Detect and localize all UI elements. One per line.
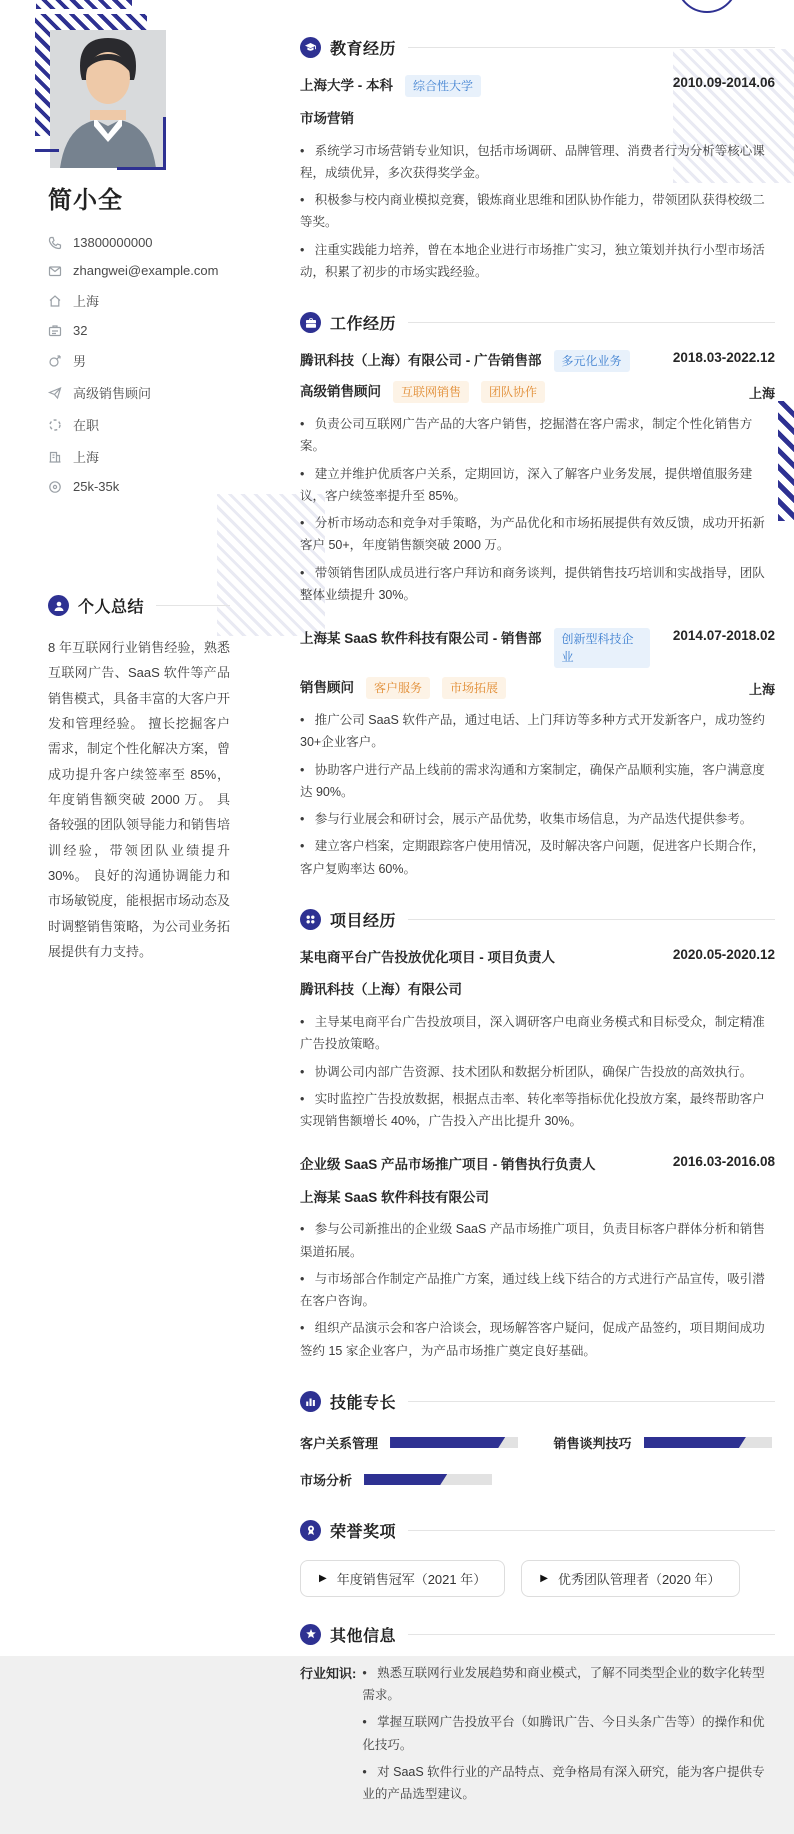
phone-icon [48,236,62,250]
bullet-item: • 实时监控广告投放数据，根据点击率、转化率等指标优化投放方案，最终帮助客户实现销售额增长 40%，广告投入产出比提升 30%。 [300,1088,775,1133]
play-triangle-icon: ▶ [319,1572,327,1584]
contact-gender [48,351,230,370]
other-info-header [300,1623,775,1646]
project-date: 2016.03-2016.08 [672,1154,775,1170]
honor-badge [521,1560,739,1597]
work-date: 2018.03-2022.12 [672,350,775,366]
bullet-item: • 积极参与校内商业模拟竞赛，锻炼商业思维和团队协作能力，带领团队获得校级二等奖。 [300,189,775,234]
section-title: 工作经历 [330,316,397,334]
education-section [300,36,775,283]
section-divider [408,1401,775,1402]
skill-label: 市场分析 [300,1472,353,1488]
other-info-bullets [362,1662,775,1811]
contact-email [48,263,230,278]
skill-bar-fill [390,1437,505,1448]
skill-item [300,1433,522,1452]
bullet-item: • 分析市场动态和竞争对手策略，为产品优化和市场拓展提供有效反馈，成功开拓新客户 50+，年度销售额突破 2000 万。 [300,512,775,557]
section-divider [408,919,775,920]
skills-header [300,1390,775,1413]
skills-section [300,1390,775,1489]
bullet-item: • 掌握互联网广告投放平台（如腾讯广告、今日头条广告等）的操作和优化技巧。 [362,1711,775,1756]
honor-label: 优秀团队管理者（2020 年） [557,1571,721,1587]
company-tag: 多元化业务 [554,350,630,372]
work-header [300,311,775,334]
section-title: 其他信息 [330,1627,397,1645]
bullet-item: • 组织产品演示会和客户洽谈会，现场解答客户疑问，促成产品签约，项目期间成功签约 15 家企业客户，为产品市场推广奠定良好基础。 [300,1317,775,1362]
bullet-item: • 熟悉互联网行业发展趋势和商业模式，了解不同类型企业的数字化转型需求。 [362,1662,775,1707]
contact-home [48,291,230,310]
section-title: 荣誉奖项 [330,1523,397,1541]
bullet-item: • 系统学习市场营销专业知识，包括市场调研、品牌管理、消费者行为分析等核心课程，成绩优异，多次获得奖学金。 [300,140,775,185]
skill-list [300,1433,775,1489]
skill-label: 销售谈判技巧 [553,1435,632,1451]
major-name: 市场营销 [300,111,354,126]
contact-value: 上海 [73,294,100,309]
summary-section [48,594,230,964]
skill-bar [644,1437,772,1448]
play-triangle-icon: ▶ [540,1572,548,1584]
project-entry [300,947,775,1132]
company-tag: 创新型科技企业 [554,628,650,668]
top-left-stripe-decoration [36,0,132,9]
honor-label: 年度销售冠军（2021 年） [336,1571,487,1587]
education-date: 2010.09-2014.06 [672,75,775,90]
school-name: 上海大学 - 本科 [300,78,393,93]
bullet-item: • 参与公司新推出的企业级 SaaS 产品市场推广项目，负责目标客户群体分析和销售渠道拓展。 [300,1218,775,1263]
project-name: 某电商平台广告投放优化项目 - 项目负责人 [300,949,555,965]
medal-icon [300,1520,321,1541]
section-divider [408,1530,775,1531]
contact-phone [48,235,230,250]
top-right-circle-decoration [676,0,738,13]
contact-list [48,235,230,494]
project-section [300,908,775,1362]
project-header [300,908,775,931]
contact-value: 在职 [73,418,100,433]
bullet-item: • 负责公司互联网广告产品的大客户销售，挖掘潜在客户需求，制定个性化销售方案。 [300,413,775,458]
education-header [300,36,775,59]
bullet-item: • 协助客户进行产品上线前的需求沟通和方案制定，确保产品顺利实施，客户满意度达 90%。 [300,759,775,804]
photo-bracket-decoration [117,117,166,170]
skill-bar-fill [364,1474,447,1485]
bullet-item: • 带领销售团队成员进行客户拜访和商务谈判，提供销售技巧培训和实战指导，团队整体业绩提升 30%。 [300,562,775,607]
other-info-label: 行业知识: [300,1665,357,1681]
bar-chart-icon [300,1391,321,1412]
section-divider [408,47,775,48]
work-entry [300,628,775,880]
contact-value: 32 [73,323,88,338]
project-bullets [300,1218,775,1362]
status-icon [48,418,62,432]
contact-job-title [48,383,230,402]
contact-value: 上海 [73,450,100,465]
skill-bar-fill [644,1437,746,1448]
graduation-cap-icon [300,37,321,58]
skill-tag: 客户服务 [366,677,430,699]
project-company: 上海某 SaaS 软件科技有限公司 [300,1189,490,1205]
main-column [300,36,775,1834]
grid-icon [300,909,321,930]
project-name: 企业级 SaaS 产品市场推广项目 - 销售执行负责人 [300,1157,596,1173]
star-icon [300,1624,321,1645]
work-location: 上海 [748,385,775,401]
honor-badge [300,1560,505,1597]
project-entry [300,1154,775,1362]
contact-city [48,447,230,466]
right-edge-stripe-decoration [778,401,794,521]
contact-salary [48,479,230,494]
skill-item [300,1470,522,1489]
section-divider [408,322,775,323]
contact-age [48,323,230,338]
company-name: 腾讯科技（上海）有限公司 - 广告销售部 [300,353,542,369]
project-date: 2020.05-2020.12 [672,946,775,962]
work-entry [300,350,775,606]
bullet-item: • 推广公司 SaaS 软件产品，通过电话、上门拜访等多种方式开发新客户，成功签约 30+企业客户。 [300,709,775,754]
section-title: 项目经历 [330,912,397,930]
bullet-item: • 协调公司内部广告资源、技术团队和数据分析团队，确保广告投放的高效执行。 [300,1061,775,1083]
contact-value: 25k-35k [73,479,120,494]
salary-icon [48,480,62,494]
sidebar [48,180,230,964]
bullet-item: • 参与行业展会和研讨会，展示产品优势，收集市场信息，为产品迭代提供参考。 [300,808,775,830]
project-bullets [300,1011,775,1132]
honor-list [300,1560,775,1597]
contact-value: 高级销售顾问 [73,386,152,401]
work-bullets [300,413,775,606]
section-title: 教育经历 [330,41,397,58]
age-icon [48,324,62,338]
bullet-item: • 与市场部合作制定产品推广方案，通过线上线下结合的方式进行产品宣传，吸引潜在客户咨询。 [300,1268,775,1313]
contact-value: 13800000000 [73,235,153,250]
education-bullets [300,140,775,284]
work-location: 上海 [748,681,775,697]
project-company: 腾讯科技（上海）有限公司 [300,982,462,998]
honors-header [300,1519,775,1542]
candidate-name: 简小全 [48,187,123,214]
education-entry [300,75,775,283]
honors-section [300,1519,775,1597]
position-name: 销售顾问 [300,680,354,696]
email-icon [48,264,62,278]
home-icon [48,294,62,308]
bullet-item: • 建立客户档案，定期跟踪客户使用情况，及时解决客户问题，促进客户长期合作，客户复购率达 60%。 [300,835,775,880]
section-title: 个人总结 [78,599,145,616]
gender-icon [48,354,62,368]
company-name: 上海某 SaaS 软件科技有限公司 - 销售部 [300,631,542,647]
photo-dash-decoration [35,149,59,152]
skill-item [554,1433,776,1452]
bullet-item: • 注重实践能力培养，曾在本地企业进行市场推广实习，独立策划并执行小型市场活动，积累了初步的市场实践经验。 [300,239,775,284]
job-title-icon [48,386,62,400]
bullet-item: • 建立并维护优质客户关系，定期回访，深入了解客户业务发展，提供增值服务建议，客户续签率提升至 85%。 [300,463,775,508]
briefcase-icon [300,312,321,333]
other-info-body [300,1662,775,1811]
person-icon [48,595,69,616]
position-name: 高级销售顾问 [300,384,381,400]
work-date: 2014.07-2018.02 [672,628,775,644]
skill-tag: 互联网销售 [393,381,469,403]
work-section [300,311,775,880]
skill-bar [364,1474,492,1485]
skill-label: 客户关系管理 [300,1435,379,1451]
section-title: 技能专长 [330,1394,397,1412]
skill-bar [390,1437,518,1448]
other-info-section [300,1623,775,1811]
summary-header [48,594,230,617]
contact-status [48,415,230,434]
work-bullets [300,709,775,880]
summary-text: 8 年互联网行业销售经验，熟悉互联网广告、SaaS 软件等产品销售模式，具备丰富的大客户开发和管理经验。 擅长挖掘客户需求，制定个性化解决方案，曾成功提升客户续签率至 85%，年度销售额突破 2000 万。 具备较强的团队领导能力和销售培训经验，带领团队业绩提升 30%。 良好的沟通协调能力和市场敏锐度，能根据市场动态及时调整销售策略，为公司业务拓展提供有力支持。 [48,640,231,960]
bullet-item: • 对 SaaS 软件行业的产品特点、竞争格局有深入研究，能为客户提供专业的产品选型建议。 [362,1761,775,1806]
bullet-item: • 主导某电商平台广告投放项目，深入调研客户电商业务模式和目标受众，制定精准广告投放策略。 [300,1011,775,1056]
city-icon [48,450,62,464]
contact-value: 男 [73,354,87,369]
section-divider [156,605,230,606]
school-tag: 综合性大学 [405,75,481,97]
section-divider [408,1634,775,1635]
contact-value: zhangwei@example.com [73,263,219,278]
skill-tag: 团队协作 [481,381,545,403]
skill-tag: 市场拓展 [442,677,506,699]
